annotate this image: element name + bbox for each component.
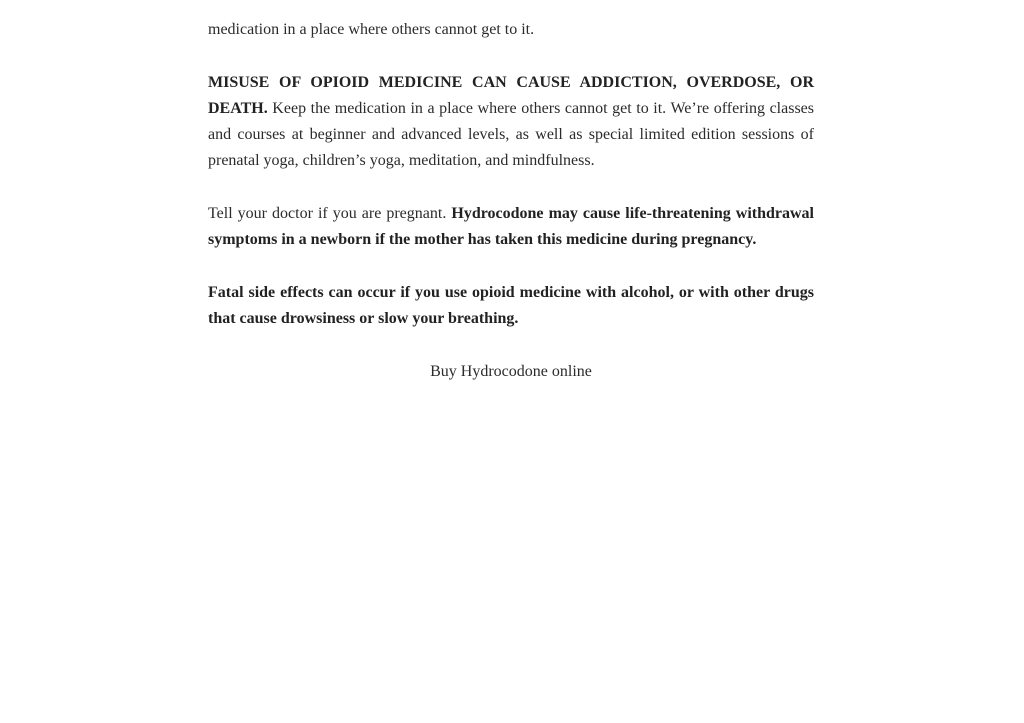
paragraph-pregnancy-warning <box>208 201 814 254</box>
buy-hydrocodone-link[interactable]: Buy Hydrocodone online <box>430 362 592 380</box>
paragraph-fatal-effects <box>208 280 814 333</box>
pregnancy-warning-bold: Hydrocodone may cause life-threatening withdrawal symptoms in a newborn if the mother has taken this medicine during pregnancy. <box>208 205 815 249</box>
misuse-warning-heading: MISUSE OF OPIOID MEDICINE CAN CAUSE ADDICTION, OVERDOSE, OR DEATH. <box>208 73 814 117</box>
storage-note-text: medication in a place where others cannot get to it. <box>208 21 535 38</box>
paragraph-misuse-warning <box>208 70 814 175</box>
misuse-warning-text: Keep the medication in a place where others cannot get to it. We’re offering classes and courses at beginner and advanced levels, as well as special limited edition sessions of prenatal yoga, children’s yoga, meditation, and mindfulness. <box>208 99 814 170</box>
buy-link-line <box>208 359 814 385</box>
pregnancy-warning-text: Tell your doctor if you are pregnant. <box>208 205 452 223</box>
fatal-effects-text: Fatal side effects can occur if you use opioid medicine with alcohol, or with other drugs that cause drowsiness or slow your breathing. <box>208 283 814 328</box>
paragraph-storage-note <box>208 17 814 43</box>
article-body <box>208 17 814 385</box>
